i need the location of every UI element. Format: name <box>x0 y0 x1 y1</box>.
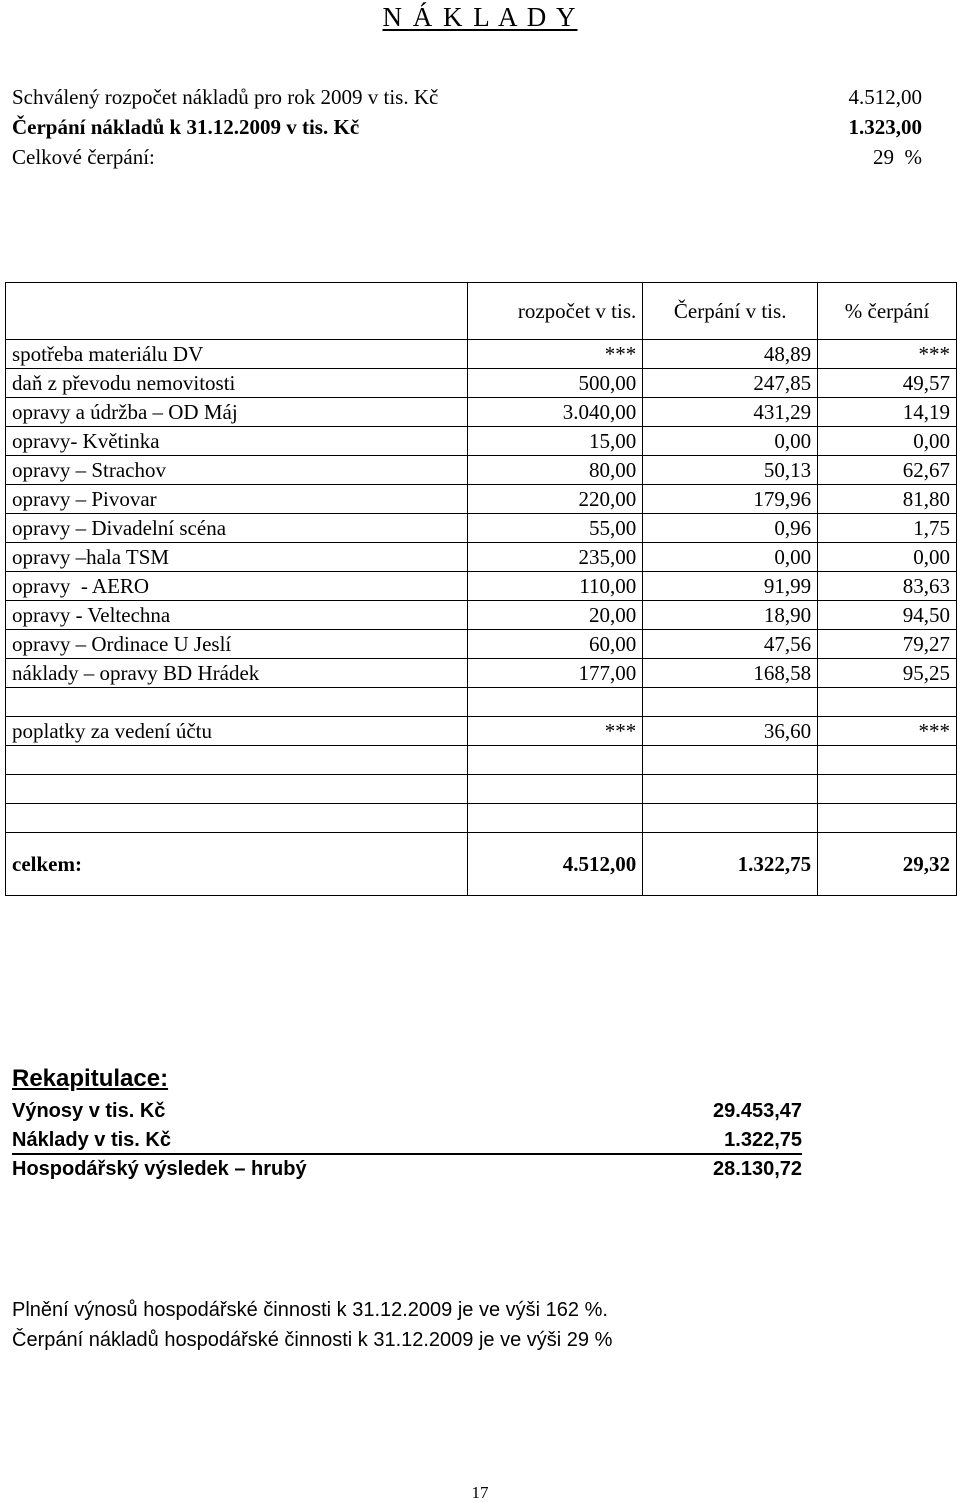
row-value-cell: 14,19 <box>818 398 957 427</box>
row-value-cell: 3.040,00 <box>468 398 643 427</box>
row-label-cell: opravy- Květinka <box>6 427 468 456</box>
row-value-cell: 168,58 <box>643 659 818 688</box>
row-label-cell: opravy – Divadelní scéna <box>6 514 468 543</box>
row-label-cell: opravy – Pivovar <box>6 485 468 514</box>
row-label-cell <box>6 746 468 775</box>
table-row <box>6 717 957 746</box>
header-cell-spent: Čerpání v tis. <box>643 283 818 340</box>
row-value-cell: 220,00 <box>468 485 643 514</box>
row-value-cell: 235,00 <box>468 543 643 572</box>
table-row <box>6 804 957 833</box>
summary-row-budget <box>12 82 922 112</box>
row-value-cell: 110,00 <box>468 572 643 601</box>
row-value-cell <box>468 775 643 804</box>
row-value-cell: 79,27 <box>818 630 957 659</box>
row-label-cell <box>6 804 468 833</box>
row-value-cell: 0,96 <box>643 514 818 543</box>
row-value-cell: 0,00 <box>643 543 818 572</box>
table-row <box>6 746 957 775</box>
recap-row-costs <box>12 1126 802 1155</box>
row-value-cell: 50,13 <box>643 456 818 485</box>
row-value-cell: 0,00 <box>643 427 818 456</box>
table-header-row <box>6 283 957 340</box>
recapitulation <box>12 1065 802 1184</box>
row-value-cell: 60,00 <box>468 630 643 659</box>
income-label: Výnosy v tis. Kč <box>12 1100 166 1122</box>
table-row <box>6 369 957 398</box>
header-cell-budget: rozpočet v tis. <box>468 283 643 340</box>
result-label: Hospodářský výsledek – hrubý <box>12 1158 307 1180</box>
row-label-cell: opravy – Ordinace U Jeslí <box>6 630 468 659</box>
row-value-cell: 47,56 <box>643 630 818 659</box>
summary-row-spent <box>12 112 922 142</box>
row-value-cell: *** <box>818 340 957 369</box>
row-value-cell: 500,00 <box>468 369 643 398</box>
page-number: 17 <box>471 1483 489 1502</box>
table-row <box>6 456 957 485</box>
row-value-cell <box>818 775 957 804</box>
row-value-cell: 91,99 <box>643 572 818 601</box>
result-value: 28.130,72 <box>713 1158 802 1180</box>
row-value-cell: 95,25 <box>818 659 957 688</box>
summary-row-total <box>12 142 922 172</box>
header-cell-item <box>6 283 468 340</box>
spent-label: Čerpání nákladů k 31.12.2009 v tis. Kč <box>12 115 360 139</box>
table-row <box>6 427 957 456</box>
recap-heading: Rekapitulace: <box>12 1065 169 1092</box>
table-row <box>6 601 957 630</box>
income-value: 29.453,47 <box>713 1100 802 1122</box>
row-value-cell: 0,00 <box>818 427 957 456</box>
header-cell-percent: % čerpání <box>818 283 957 340</box>
row-label-cell: opravy - AERO <box>6 572 468 601</box>
row-value-cell: *** <box>818 717 957 746</box>
row-label-cell <box>6 775 468 804</box>
table-row <box>6 630 957 659</box>
table-row <box>6 659 957 688</box>
row-value-cell: 36,60 <box>643 717 818 746</box>
row-value-cell: 431,29 <box>643 398 818 427</box>
total-value-cell: 29,32 <box>818 833 957 896</box>
budget-summary <box>12 82 922 172</box>
row-value-cell: 80,00 <box>468 456 643 485</box>
row-value-cell: 48,89 <box>643 340 818 369</box>
table-row <box>6 572 957 601</box>
row-label-cell <box>6 688 468 717</box>
row-label-cell: opravy - Veltechna <box>6 601 468 630</box>
note-income: Plnění výnosů hospodářské činnosti k 31.12.2009 je ve výši 162 %. <box>12 1299 608 1321</box>
table-row <box>6 543 957 572</box>
costs-label: Náklady v tis. Kč <box>12 1129 171 1151</box>
row-value-cell <box>818 746 957 775</box>
row-value-cell <box>468 804 643 833</box>
recap-row-income <box>12 1097 802 1126</box>
costs-table <box>5 282 957 896</box>
row-value-cell: 20,00 <box>468 601 643 630</box>
row-value-cell <box>468 688 643 717</box>
row-value-cell <box>818 688 957 717</box>
row-value-cell: 1,75 <box>818 514 957 543</box>
row-value-cell: 83,63 <box>818 572 957 601</box>
row-value-cell: 179,96 <box>643 485 818 514</box>
row-value-cell: 18,90 <box>643 601 818 630</box>
row-value-cell <box>643 775 818 804</box>
row-value-cell <box>643 804 818 833</box>
row-value-cell: 62,67 <box>818 456 957 485</box>
row-label-cell: spotřeba materiálu DV <box>6 340 468 369</box>
row-value-cell: 94,50 <box>818 601 957 630</box>
row-value-cell: *** <box>468 717 643 746</box>
row-value-cell: 49,57 <box>818 369 957 398</box>
row-label-cell: opravy a údržba – OD Máj <box>6 398 468 427</box>
table-row <box>6 340 957 369</box>
table-total-row <box>6 833 957 896</box>
budget-label: Schválený rozpočet nákladů pro rok 2009 v tis. Kč <box>12 85 439 109</box>
row-value-cell: 55,00 <box>468 514 643 543</box>
total-value: 29 % <box>873 145 922 169</box>
recap-row-result <box>12 1155 802 1184</box>
table-row <box>6 514 957 543</box>
row-label-cell: náklady – opravy BD Hrádek <box>6 659 468 688</box>
spent-value: 1.323,00 <box>848 115 922 139</box>
note-costs: Čerpání nákladů hospodářské činnosti k 31.12.2009 je ve výši 29 % <box>12 1329 613 1351</box>
budget-value: 4.512,00 <box>848 85 922 109</box>
table-row <box>6 398 957 427</box>
row-value-cell: *** <box>468 340 643 369</box>
row-value-cell: 0,00 <box>818 543 957 572</box>
total-label: Celkové čerpání: <box>12 145 155 169</box>
costs-value: 1.322,75 <box>724 1129 802 1151</box>
row-label-cell: opravy –hala TSM <box>6 543 468 572</box>
row-value-cell <box>468 746 643 775</box>
total-value-cell: 4.512,00 <box>468 833 643 896</box>
table-row <box>6 688 957 717</box>
row-value-cell: 247,85 <box>643 369 818 398</box>
row-value-cell <box>643 746 818 775</box>
row-label-cell: daň z převodu nemovitosti <box>6 369 468 398</box>
notes <box>12 1295 612 1355</box>
row-value-cell <box>643 688 818 717</box>
total-value-cell: 1.322,75 <box>643 833 818 896</box>
row-value-cell: 81,80 <box>818 485 957 514</box>
row-label-cell: poplatky za vedení účtu <box>6 717 468 746</box>
row-value-cell: 177,00 <box>468 659 643 688</box>
page-title: N Á K L A D Y <box>382 2 578 32</box>
row-value-cell: 15,00 <box>468 427 643 456</box>
row-label-cell: opravy – Strachov <box>6 456 468 485</box>
table-row <box>6 775 957 804</box>
table-row <box>6 485 957 514</box>
row-value-cell <box>818 804 957 833</box>
total-label-cell: celkem: <box>6 833 468 896</box>
